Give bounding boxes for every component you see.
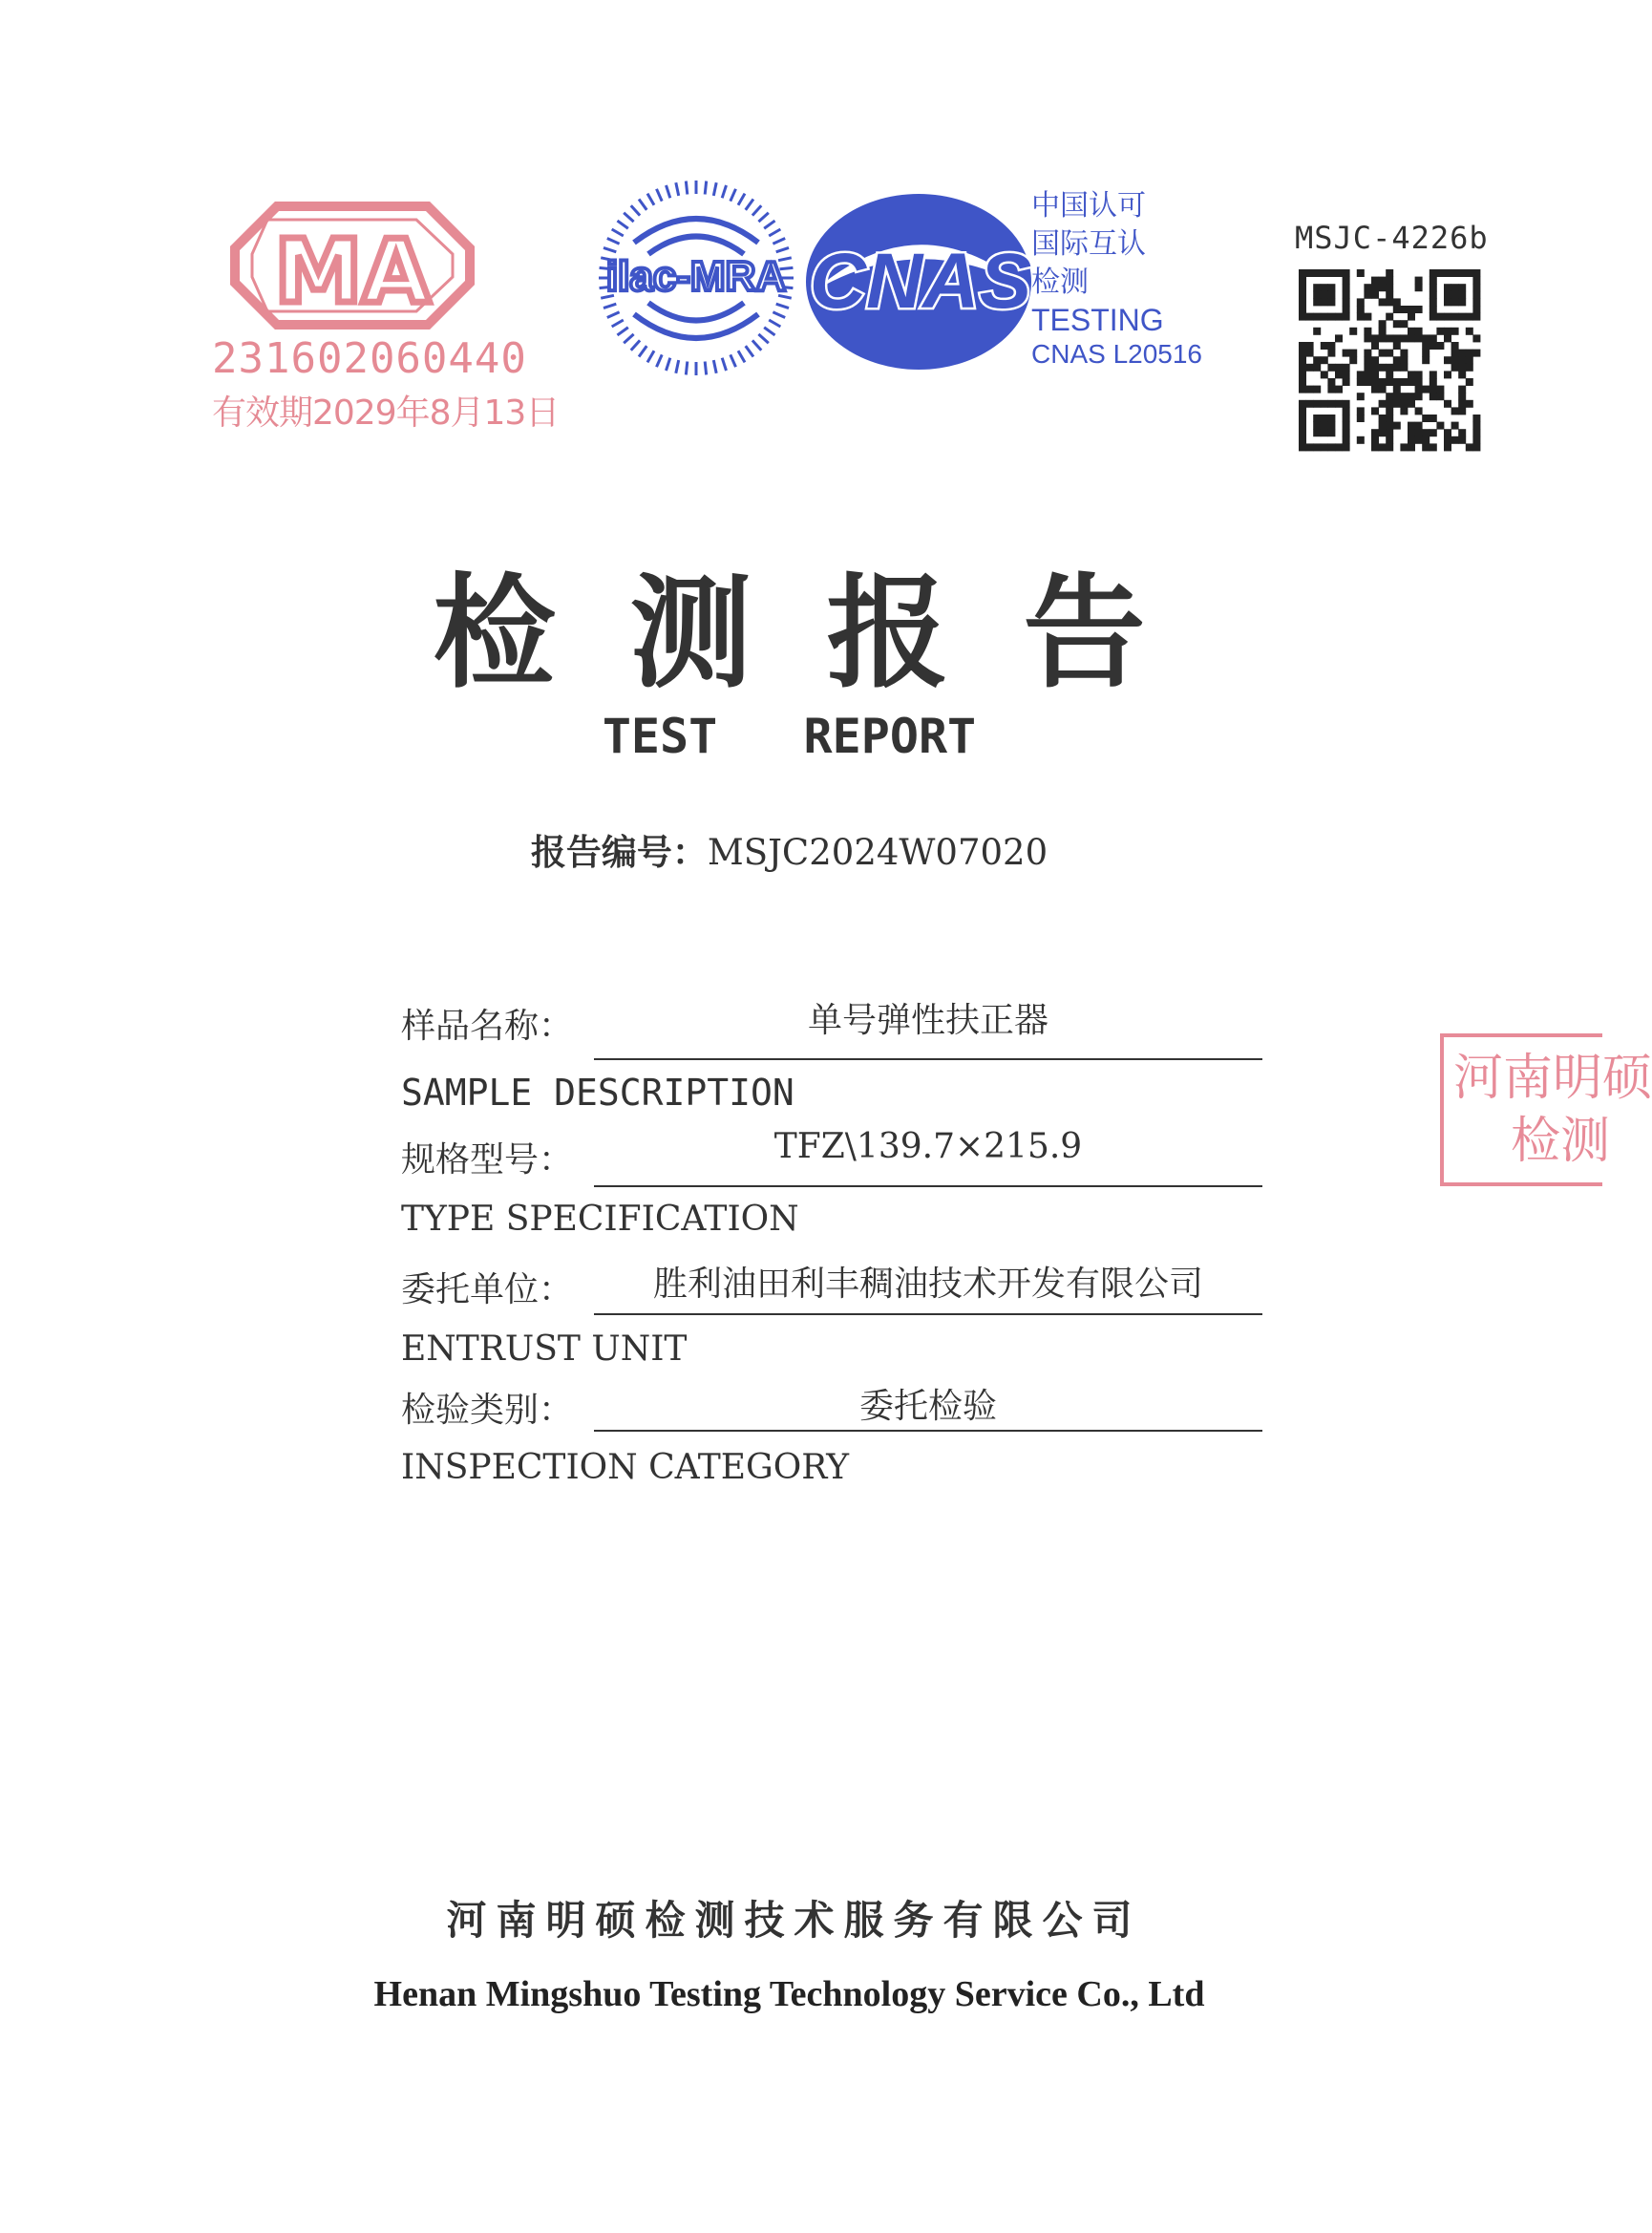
type-specification-label: TYPE SPECIFICATION	[401, 1200, 799, 1239]
sample-name-underline	[594, 1058, 1262, 1060]
cnas-logo	[804, 191, 1033, 372]
cnas-logo-text: CNAS	[809, 238, 1032, 325]
qr-code-label: MSJC-4226b	[1295, 220, 1489, 256]
cma-number: 231602060440	[212, 334, 527, 383]
report-number-label: 报告编号：	[530, 832, 708, 873]
inspection-category-value: 委托检验	[858, 1387, 997, 1426]
inspection-category-label: 检验类别：	[401, 1391, 574, 1430]
entrust-unit-underline	[594, 1313, 1262, 1315]
entrust-unit-value: 胜利油田利丰稠油技术开发有限公司	[652, 1265, 1203, 1304]
report-number	[0, 823, 1578, 875]
company-seal-stamp	[1440, 1033, 1652, 1186]
sample-name-value: 单号弹性扶正器	[807, 1001, 1048, 1040]
cnas-line-2: 国际互认	[1031, 227, 1146, 261]
inspection-category-underline	[594, 1430, 1262, 1432]
page-title: 检测报告	[433, 563, 1220, 705]
cnas-code: CNAS L20516	[1031, 339, 1203, 369]
sample-description-label: SAMPLE DESCRIPTION	[401, 1072, 794, 1114]
company-name-en: Henan Mingshuo Testing Technology Service Co., Ltd	[373, 1974, 1205, 2014]
type-spec-underline	[594, 1185, 1262, 1187]
type-spec-value: TFZ\139.7×215.9	[773, 1127, 1083, 1166]
page-title-en-text: TEST REPORT	[602, 709, 977, 764]
entrust-unit-label-en: ENTRUST UNIT	[401, 1329, 688, 1369]
report-number-value: MSJC2024W07020	[707, 832, 1048, 873]
page-title-en	[0, 709, 1578, 764]
qr-code-icon	[1299, 269, 1480, 451]
entrust-unit-label: 委托单位：	[401, 1270, 574, 1309]
cma-validity: 有效期2029年8月13日	[212, 393, 560, 433]
cma-mark-text: MA	[274, 221, 431, 323]
cma-mark-icon	[210, 199, 487, 332]
seal-line-1: 河南明硕	[1453, 1050, 1652, 1107]
company-name-cn: 河南明硕检测技术服务有限公司	[446, 1897, 1142, 1944]
cnas-line-1: 中国认可	[1031, 189, 1146, 223]
ilac-mra-logo	[596, 176, 796, 381]
cnas-line-3: 检测	[1031, 266, 1089, 299]
ilac-text: ilac-MRA	[605, 253, 787, 300]
cnas-caption	[1031, 187, 1203, 371]
cma-logo	[210, 199, 560, 433]
inspection-category-label-en: INSPECTION CATEGORY	[401, 1448, 850, 1487]
type-spec-label: 规格型号：	[401, 1140, 574, 1180]
sample-name-label: 样品名称：	[401, 1007, 574, 1046]
cnas-testing: TESTING	[1031, 303, 1164, 337]
seal-line-2: 检测	[1511, 1113, 1611, 1170]
